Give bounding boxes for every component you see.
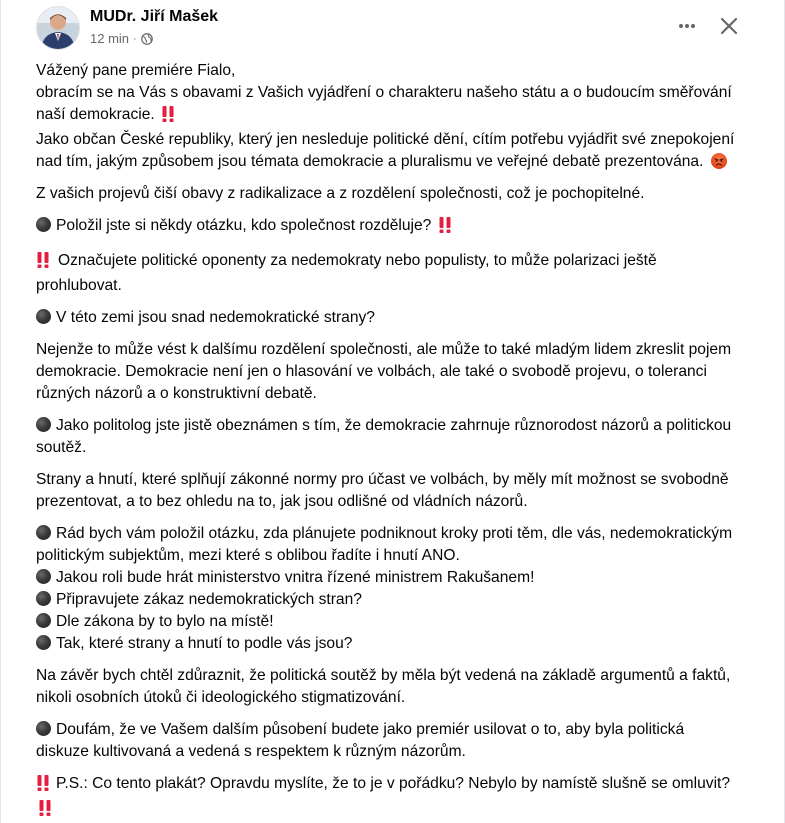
paragraph: Z vašich projevů čiší obavy z radikalizace a z rozdělení společnosti, což je pochopitelné. <box>36 185 645 202</box>
double-exclamation-icon <box>36 775 50 798</box>
black-circle-icon <box>36 417 51 432</box>
list-item: Připravujete zákaz nedemokratických stran? <box>36 589 736 611</box>
double-exclamation-icon <box>438 217 452 240</box>
post-meta <box>90 31 153 46</box>
paragraph: Nejenže to může vést k dalšímu rozdělení společnosti, ale může to také mladým lidem zkreslit pojem demokracie. Demokracie není jen o hlasování ve volbách, ale také o svobodě projevu, o toleranci různých názorů a o konstruktivní debatě. <box>36 341 732 402</box>
paragraph-ps: P.S.: Co tento plakát? Opravdu myslíte, že to je v pořádku? Nebylo by namístě slušně se omluvit? <box>36 773 736 823</box>
list-item: Jakou roli bude hrát ministerstvo vnitra řízené ministrem Rakušanem! <box>36 567 736 589</box>
post-body <box>36 60 736 823</box>
paragraph-greeting: Vážený pane premiére Fialo, obracím se na Vás s obavami z Vašich vyjádření o charakteru našeho státu a o budoucím směřování naší demokracie. Jako občan České republiky, který jen nesleduje politické dění, cítím potřebu vyjádřit své znepokojení nad tím, jakým způsobem jsou témata demokracie a pluralismu ve veřejné debatě prezentována. <box>36 62 735 170</box>
black-circle-icon <box>36 217 51 232</box>
black-circle-icon <box>36 721 51 736</box>
black-circle-icon <box>36 309 51 324</box>
author-name[interactable]: MUDr. Jiří Mašek <box>90 8 219 25</box>
black-circle-icon <box>36 635 51 650</box>
bullet-paragraph: Položil jste si někdy otázku, kdo společnost rozděluje? <box>36 215 736 240</box>
globe-icon[interactable] <box>141 33 153 45</box>
list-item: Rád bych vám položil otázku, zda plánujete podniknout kroky proti těm, dle vás, nedemokratickým politickým subjektům, mezi které s oblibou řadíte i hnutí ANO. <box>36 525 733 564</box>
paragraph: Strany a hnutí, které splňují zákonné normy pro účast ve volbách, by měly mít možnost se svobodně prezentovat, a to bez ohledu na to, jak jsou odlišné od vládních názorů. <box>36 471 729 510</box>
close-button[interactable] <box>713 10 745 42</box>
bullet-paragraph: V této zemi jsou snad nedemokratické strany? <box>36 307 736 329</box>
bullet-paragraph: Jako politolog jste jistě obeznámen s tím, že demokracie zahrnuje různorodost názorů a politickou soutěž. <box>36 417 732 456</box>
bullet-list <box>36 523 736 655</box>
black-circle-icon <box>36 591 51 606</box>
avatar[interactable] <box>36 6 80 50</box>
list-item: Tak, které strany a hnutí to podle vás jsou? <box>36 633 736 655</box>
black-circle-icon <box>36 569 51 584</box>
double-exclamation-icon <box>161 106 175 129</box>
paragraph: Na závěr bych chtěl zdůraznit, že politická soutěž by měla být vedená na základě argumentů a faktů, nikoli osobních útoků či ideologického stigmatizování. <box>36 667 731 706</box>
more-options-icon <box>677 16 697 36</box>
double-exclamation-icon <box>38 800 52 823</box>
black-circle-icon <box>36 525 51 540</box>
post-header <box>1 0 784 64</box>
bullet-paragraph: Doufám, že ve Vašem dalším působení budete jako premiér usilovat o to, aby byla politická diskuze kultivovaná a vedená s respektem k různým názorům. <box>36 721 685 760</box>
more-options-button[interactable] <box>671 10 703 42</box>
angry-face-icon <box>711 153 727 169</box>
post-time[interactable]: 12 min <box>90 31 130 46</box>
list-item: Dle zákona by to bylo na místě! <box>36 611 736 633</box>
double-exclamation-icon <box>36 252 50 275</box>
close-icon <box>719 16 739 36</box>
black-circle-icon <box>36 613 51 628</box>
meta-separator: · <box>133 32 137 45</box>
paragraph: Označujete politické oponenty za nedemokraty nebo populisty, to může polarizaci ještě prohlubovat. <box>36 252 657 294</box>
